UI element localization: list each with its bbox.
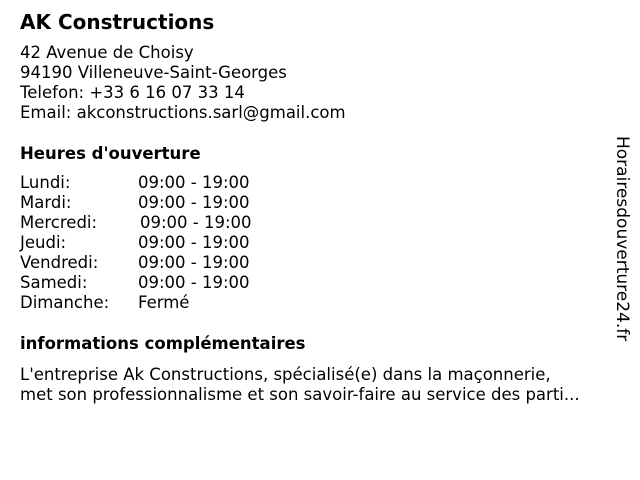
- day-label: Mercredi:: [20, 213, 98, 232]
- day-label: Samedi:: [20, 273, 88, 292]
- opening-hours-heading: Heures d'ouverture: [20, 144, 201, 163]
- time-value: 09:00 - 19:00: [138, 193, 250, 212]
- time-value: 09:00 - 19:00: [138, 273, 250, 292]
- address-city: 94190 Villeneuve-Saint-Georges: [20, 63, 287, 82]
- day-label: Lundi:: [20, 173, 71, 192]
- email-address: Email: akconstructions.sarl@gmail.com: [20, 103, 346, 122]
- day-label: Jeudi:: [20, 233, 67, 252]
- time-value: 09:00 - 19:00: [138, 233, 250, 252]
- time-value: 09:00 - 19:00: [140, 213, 252, 232]
- day-label: Vendredi:: [20, 253, 99, 272]
- time-value: Fermé: [138, 293, 190, 312]
- business-name: AK Constructions: [20, 10, 215, 34]
- site-watermark: Horairesdouverture24.fr: [612, 136, 632, 342]
- additional-info-heading: informations complémentaires: [20, 334, 306, 353]
- address-street: 42 Avenue de Choisy: [20, 43, 194, 62]
- time-value: 09:00 - 19:00: [138, 173, 250, 192]
- day-label: Mardi:: [20, 193, 72, 212]
- time-value: 09:00 - 19:00: [138, 253, 250, 272]
- phone-number: Telefon: +33 6 16 07 33 14: [20, 83, 245, 102]
- day-label: Dimanche:: [20, 293, 110, 312]
- description-line-1: L'entreprise Ak Constructions, spécialisé(e) dans la maçonnerie,: [20, 365, 551, 384]
- description-line-2: met son professionnalisme et son savoir-faire au service des parti...: [20, 385, 580, 404]
